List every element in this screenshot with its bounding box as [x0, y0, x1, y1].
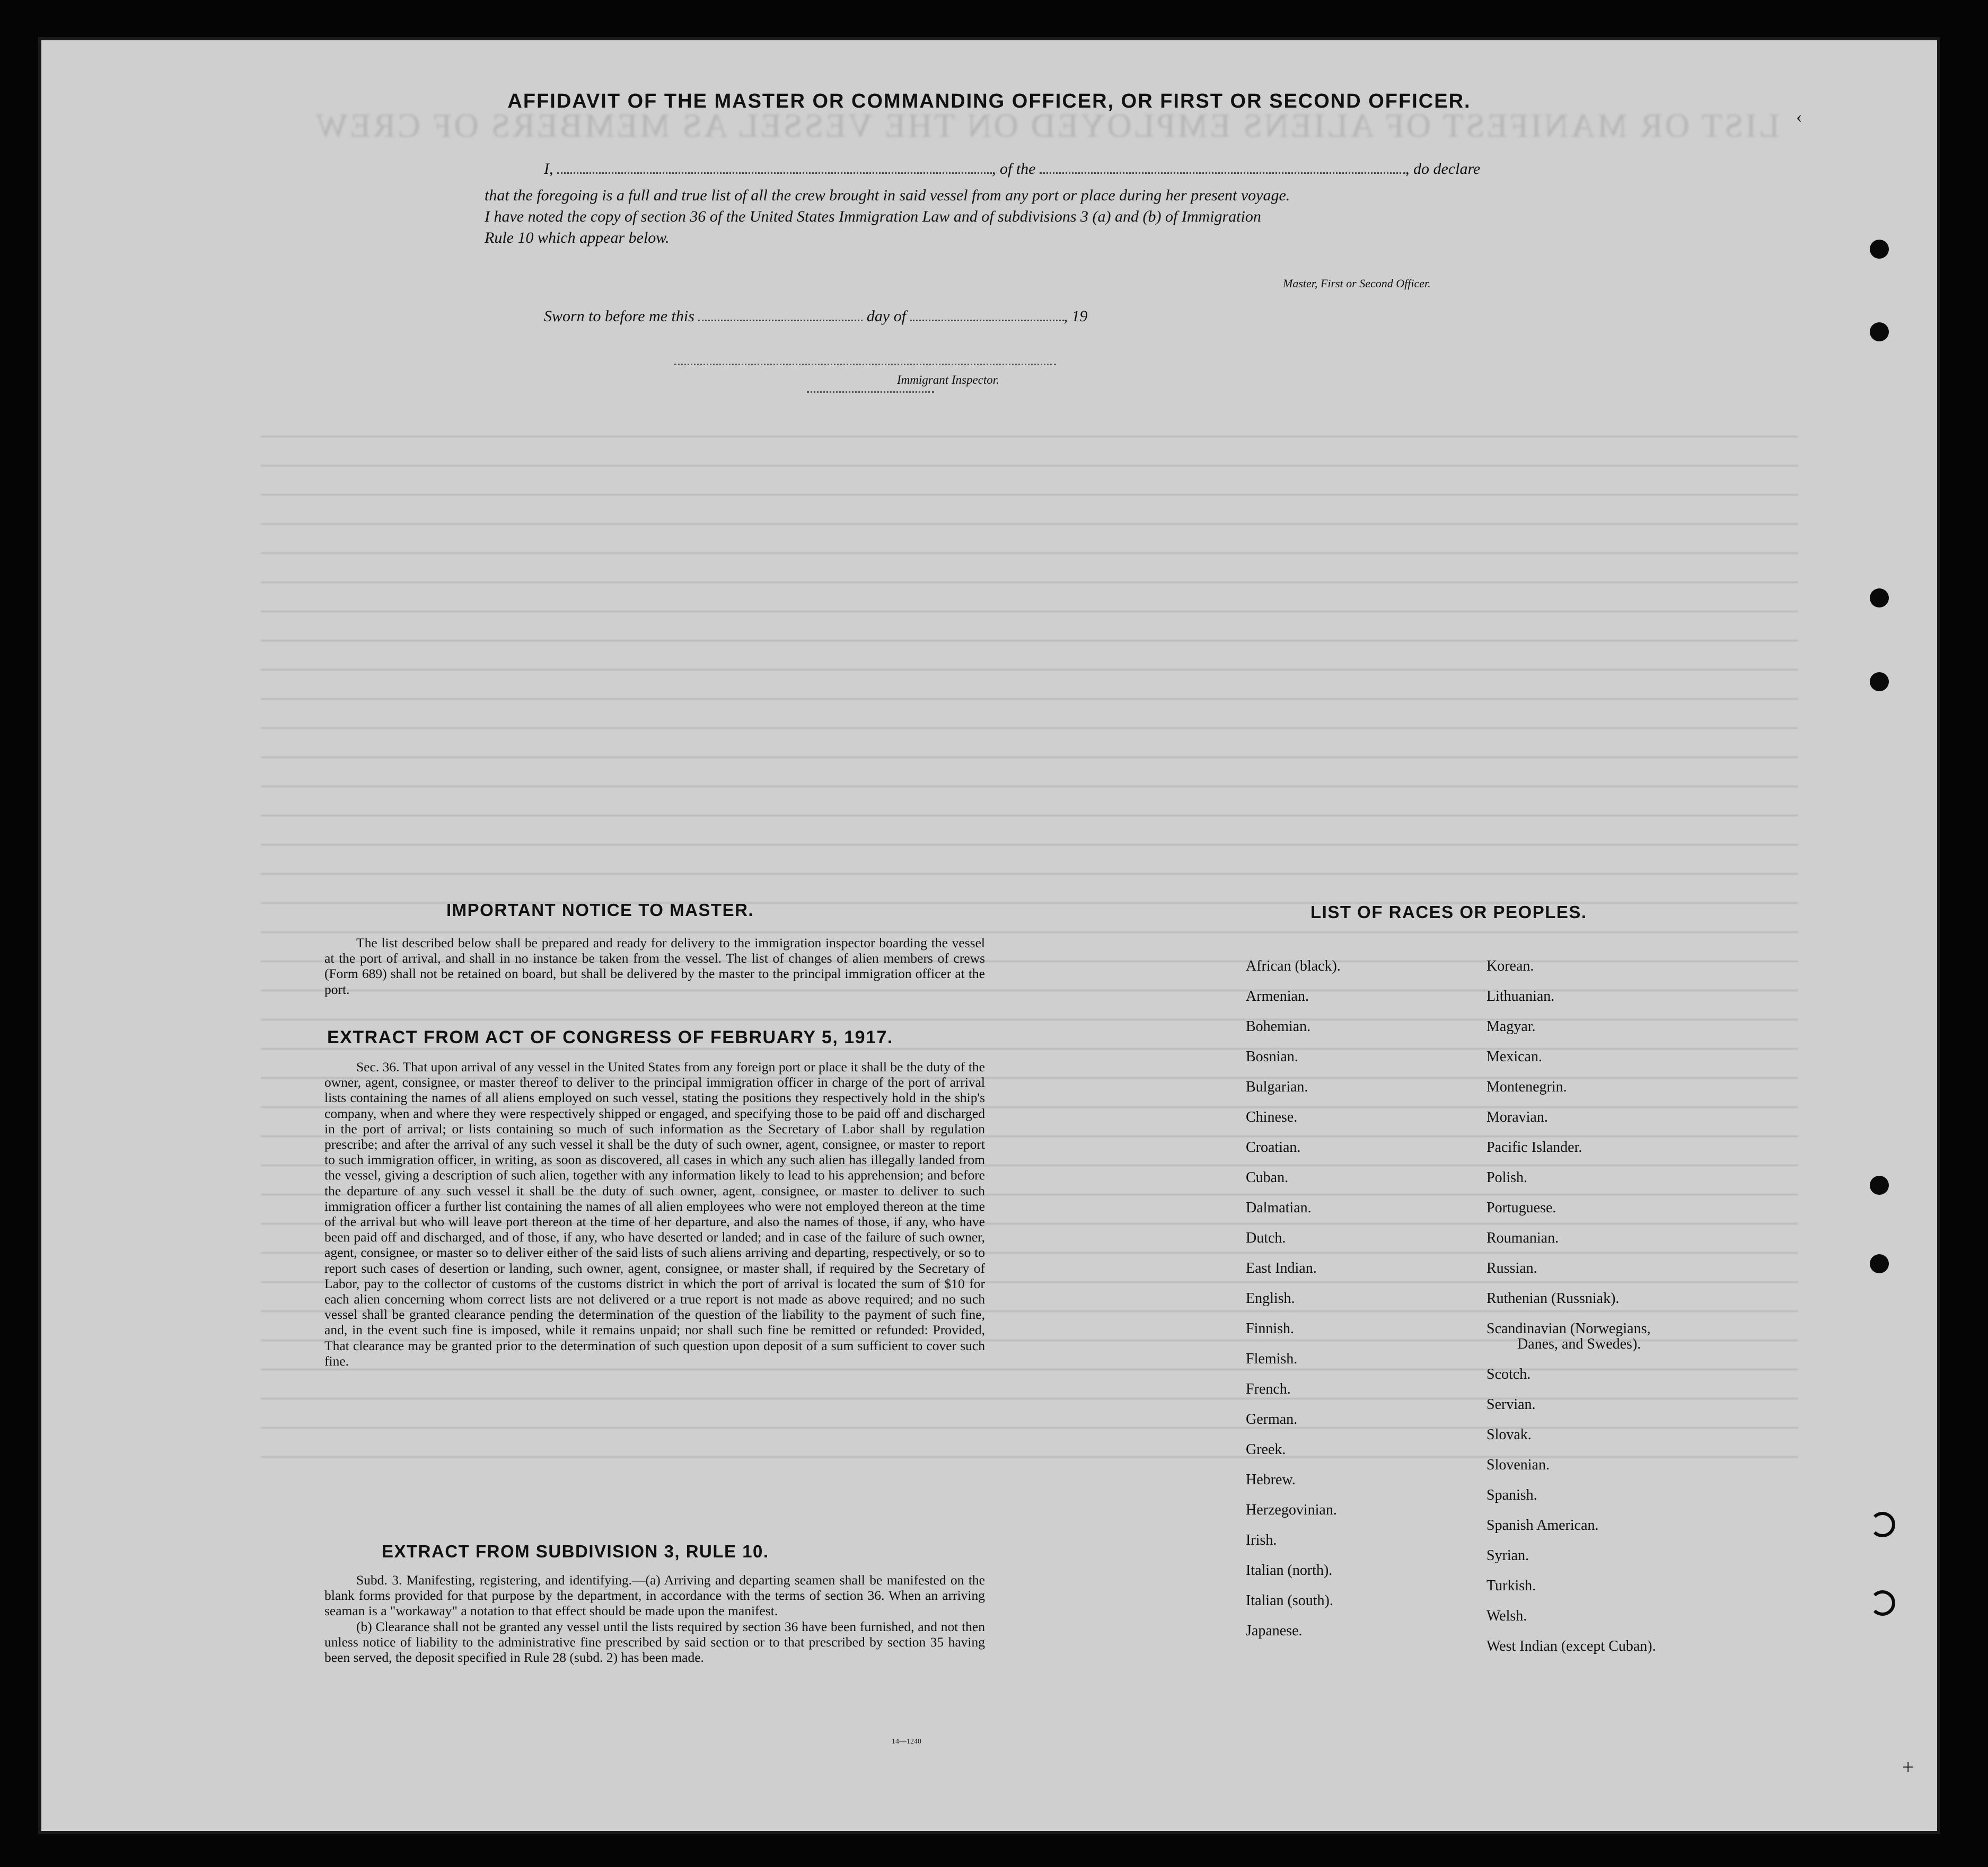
inspector-signature-line-2[interactable] [807, 391, 934, 393]
signature-label: Master, First or Second Officer. [1283, 277, 1431, 290]
race-item: Moravian. [1486, 1109, 1548, 1125]
race-item: Mexican. [1486, 1049, 1542, 1065]
race-item: Japanese. [1246, 1623, 1303, 1639]
race-item: Italian (south). [1246, 1592, 1333, 1609]
affidavit-line-4: Rule 10 which appear below. [485, 229, 670, 246]
race-item: Flemish. [1246, 1351, 1298, 1367]
race-item: African (black). [1246, 958, 1341, 974]
race-item: Finnish. [1246, 1320, 1295, 1337]
race-item: Welsh. [1486, 1608, 1527, 1624]
race-item: Magyar. [1486, 1018, 1536, 1035]
day-of-text: day of [866, 307, 907, 325]
affidavit-line-2: that the foregoing is a full and true list of all the crew brought in said vessel from any port or place during her present voyage. [485, 187, 1290, 204]
act-text [324, 1059, 985, 1369]
document-page [38, 37, 1940, 1834]
race-item: Slovenian. [1486, 1457, 1550, 1473]
punch-hole-icon [1870, 322, 1889, 341]
affidavit-of-the: , of the [992, 160, 1036, 178]
rule-title: EXTRACT FROM SUBDIVISION 3, RULE 10. [382, 1542, 769, 1561]
act-paragraph: Sec. 36. That upon arrival of any vessel in the United States from any foreign port or place it shall be the duty of the owner, agent, consignee, or master thereof to deliver to the principal immigration officer in charge of the port of arrival lists containing the names of all aliens employed on such vessel, stating the positions they respectively hold in the ship's company, when and where they were respectively shipped or engaged, and specifying those to be paid off and discharged in the port of arrival; or lists containing so much of such information as the Secretary of Labor shall by regulation prescribe; and after the arrival of any such vessel it shall be the duty of such owner, agent, consignee, or master to report to such immigration officer, in writing, as soon as discovered, all cases in which any such alien has illegally landed from the vessel, giving a description of such alien, together with any information likely to lead to his apprehension; and before the departure of any such vessel it shall be the duty of such owner, agent, consignee, or master to deliver to such immigration officer a further list containing the names of all alien employees who were not employed thereon at the time of the arrival but who will leave port thereon at the time of her departure, and also the names of those, if any, who have been paid off and discharged, and of those, if any, who have deserted or landed; and in case of the failure of such owner, agent, consignee, or master so to deliver either of the said lists of such aliens arriving and departing, respectively, or so to report such cases of desertion or landing, such owner, agent, consignee, or master shall, if required by the Secretary of Labor, pay to the collector of customs of the customs district in which the port of arrival is located the sum of $10 for each alien concerning whom correct lists are not delivered or a true report is not made as above required; and no such vessel shall be granted clearance pending the determination of the question of the liability to the payment of such fine, and, in the event such fine is imposed, while it remains unpaid; nor shall such fine be remitted or refunded: Provided, That clearance may be granted prior to the determination of such question upon deposit of a sum sufficient to cover such fine. [324, 1059, 985, 1369]
race-item: East Indian. [1246, 1260, 1317, 1276]
day-blank[interactable] [698, 308, 863, 321]
inspector-label: Immigrant Inspector. [897, 373, 999, 386]
punch-hole-icon [1870, 672, 1889, 691]
name-blank[interactable] [557, 161, 992, 174]
race-item: Greek. [1246, 1441, 1286, 1458]
race-item: French. [1246, 1381, 1291, 1397]
race-item: Spanish American. [1486, 1517, 1599, 1534]
race-item: Portuguese. [1486, 1200, 1556, 1216]
rule-paragraph-a: Subd. 3. Manifesting, registering, and identifying.—(a) Arriving and departing seamen shall be manifested on the blank forms provided for that purpose by the department, in accordance with the terms of section 36. When an arriving seaman is a "workaway" a notation to that effect should be made upon the manifest. [324, 1572, 985, 1619]
pencil-mark: + [1902, 1755, 1914, 1779]
race-item: Bulgarian. [1246, 1079, 1308, 1095]
races-right-column [1486, 951, 1656, 1661]
race-item: Scotch. [1486, 1366, 1531, 1382]
notice-paragraph: The list described below shall be prepared and ready for delivery to the immigration inspector boarding the vessel at the port of arrival, and shall in no instance be taken from the vessel. The list of changes of alien members of crews (Form 689) shall not be retained on board, but shall be delivered by the master to the principal immigration officer at the port. [324, 935, 985, 997]
race-item: Russian. [1486, 1260, 1537, 1276]
vessel-blank[interactable] [1040, 161, 1405, 174]
race-item: Bohemian. [1246, 1018, 1311, 1035]
rule-paragraph-b: (b) Clearance shall not be granted any vessel until the lists required by section 36 have been furnished, and not then unless notice of liability to the administrative fine prescribed by said section or to that prescribed by section 35 having been served, the deposit specified in Rule 28 (subd. 2) has been made. [324, 1618, 985, 1666]
race-item: English. [1246, 1290, 1295, 1307]
race-item: Pacific Islander. [1486, 1139, 1582, 1156]
race-item: Scandinavian (Norwegians, [1486, 1320, 1651, 1337]
race-item: Servian. [1486, 1396, 1536, 1413]
race-item: West Indian (except Cuban). [1486, 1638, 1656, 1654]
punch-hole-icon [1870, 588, 1889, 607]
race-item: Croatian. [1246, 1139, 1301, 1156]
race-item: Herzegovinian. [1246, 1502, 1337, 1518]
form-number: 14—1240 [892, 1738, 921, 1746]
race-item: Dalmatian. [1246, 1200, 1312, 1216]
races-left-column [1246, 951, 1341, 1646]
races-title: LIST OF RACES OR PEOPLES. [1310, 902, 1587, 922]
race-item: Dutch. [1246, 1230, 1286, 1246]
rule-text [324, 1572, 985, 1665]
race-item: Bosnian. [1246, 1049, 1298, 1065]
race-item: Roumanian. [1486, 1230, 1559, 1246]
race-item: Spanish. [1486, 1487, 1537, 1503]
punch-hole-icon [1870, 1590, 1895, 1616]
affidavit-title: AFFIDAVIT OF THE MASTER OR COMMANDING OFFICER, OR FIRST OR SECOND OFFICER. [507, 90, 1471, 112]
race-item: Ruthenian (Russniak). [1486, 1290, 1620, 1307]
punch-hole-icon [1870, 1254, 1889, 1273]
sworn-text: Sworn to before me this [544, 307, 694, 325]
notice-text [324, 935, 985, 997]
month-blank[interactable] [910, 308, 1064, 321]
race-item: Danes, and Swedes). [1517, 1336, 1641, 1352]
bleed-through-text: LIST OR MANIFEST OF ALIENS EMPLOYED ON THE VESSEL AS MEMBERS OF CREW [314, 107, 1780, 144]
race-item: Hebrew. [1246, 1472, 1296, 1488]
inspector-signature-line[interactable] [674, 364, 1056, 365]
race-item: Armenian. [1246, 988, 1309, 1005]
race-item: Slovak. [1486, 1426, 1532, 1443]
race-item: German. [1246, 1411, 1298, 1428]
affidavit-i: I, [544, 160, 553, 178]
notice-title: IMPORTANT NOTICE TO MASTER. [446, 900, 754, 920]
punch-hole-icon [1870, 240, 1889, 259]
race-item: Montenegrin. [1486, 1079, 1567, 1095]
race-item: Chinese. [1246, 1109, 1298, 1125]
race-item: Irish. [1246, 1532, 1277, 1548]
pencil-mark: ‹ [1796, 107, 1802, 127]
act-title: EXTRACT FROM ACT OF CONGRESS OF FEBRUARY 5, 1917. [327, 1027, 893, 1047]
affidavit-line-3: I have noted the copy of section 36 of the United States Immigration Law and of subdivisions 3 (a) and (b) of Immigration [485, 208, 1261, 225]
sworn-line [544, 307, 1088, 325]
year-text: , 19 [1063, 307, 1088, 325]
race-item: Korean. [1486, 958, 1534, 974]
race-item: Turkish. [1486, 1578, 1536, 1594]
affidavit-line-1 [544, 160, 1480, 178]
punch-hole-icon [1870, 1176, 1889, 1195]
race-item: Lithuanian. [1486, 988, 1555, 1005]
affidavit-declare: , do declare [1405, 160, 1481, 178]
punch-hole-icon [1870, 1512, 1895, 1537]
race-item: Polish. [1486, 1169, 1528, 1186]
race-item: Syrian. [1486, 1547, 1529, 1564]
race-item: Italian (north). [1246, 1562, 1333, 1579]
race-item: Cuban. [1246, 1169, 1289, 1186]
